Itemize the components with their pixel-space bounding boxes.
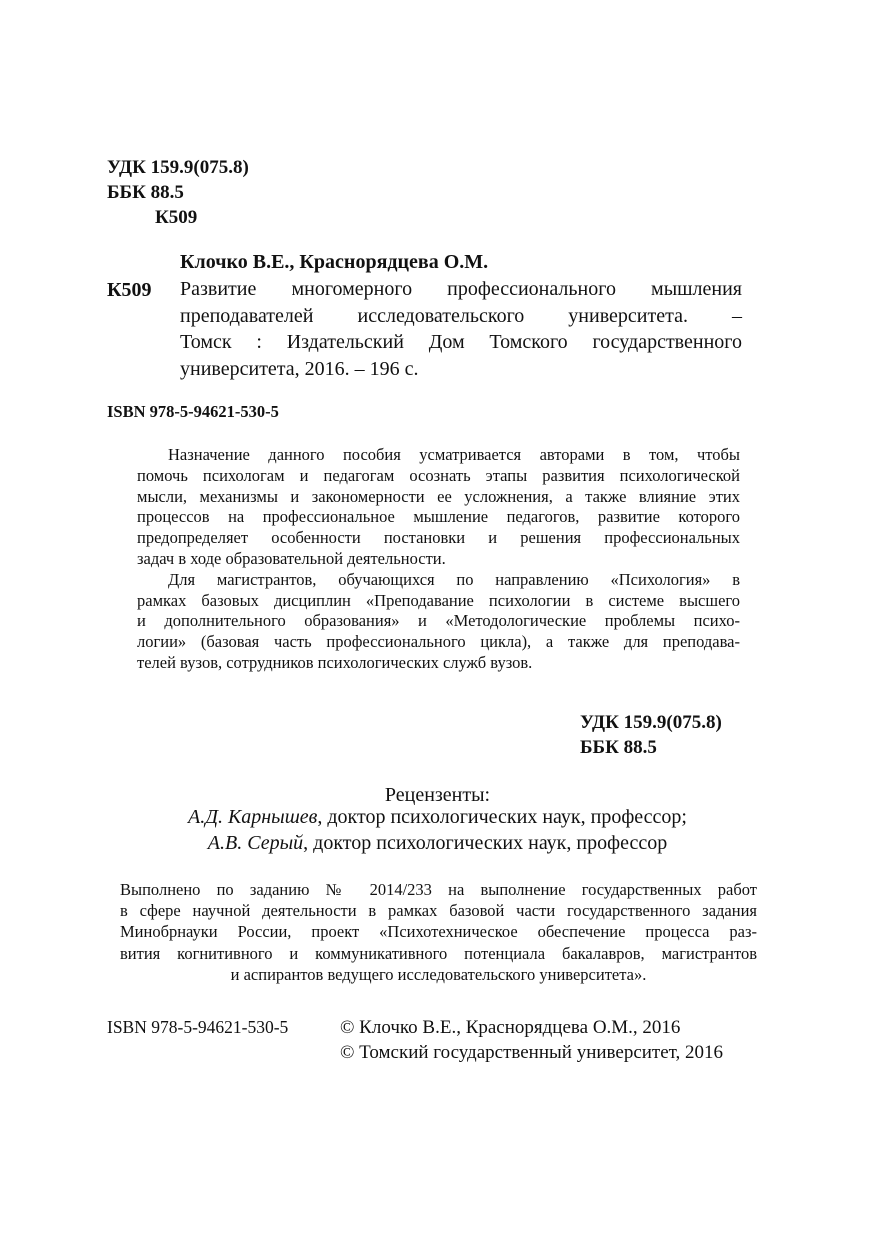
copyright-authors: © Клочко В.Е., Краснорядцева О.М., 2016	[340, 1017, 681, 1038]
annotation-line: Для магистрантов, обучающихся по направлению «Психология» в	[168, 569, 740, 589]
grant-line: Выполнено по заданию № 2014/233 на выполнение государственных работ	[120, 880, 757, 899]
reviewer-1-desc: , доктор психологических наук, профессор;	[317, 806, 687, 828]
udk-code: УДК 159.9(075.8)	[107, 157, 249, 178]
annotation-line: телей вузов, сотрудников психологических служб вузов.	[137, 652, 533, 672]
classification-block	[107, 155, 249, 230]
bib-line: университета, 2016. – 196 с.	[180, 357, 419, 380]
reviewer-2-desc: , доктор психологических наук, профессор	[303, 832, 668, 854]
reviewer-2	[0, 832, 875, 855]
udk-code-right: УДК 159.9(075.8)	[580, 712, 722, 733]
author-cipher: К509	[155, 207, 198, 228]
annotation-line: задач в ходе образовательной деятельности.	[137, 548, 446, 568]
annotation-line: помочь психологам и педагогам осознать этапы развития психологической	[137, 465, 740, 485]
grant-line: вития когнитивного и коммуникативного потенциала бакалавров, магистрантов	[120, 943, 757, 963]
bib-line: Развитие многомерного профессионального мышления	[180, 278, 742, 300]
annotation-line: и дополнительного образования» и «Методологические проблемы психо-	[137, 611, 740, 631]
isbn-footer: ISBN 978-5-94621-530-5	[107, 1017, 289, 1037]
annotation	[137, 445, 740, 674]
grant-line: и аспирантов ведущего исследовательского университета».	[230, 964, 647, 984]
bib-line: Томск : Издательский Дом Томского государственного	[180, 331, 742, 353]
reviewer-1-name: А.Д. Карнышев	[188, 806, 318, 828]
bibliographic-description	[180, 276, 742, 382]
annotation-line: логии» (базовая часть профессионального цикла), а также для преподава-	[137, 632, 740, 652]
reviewers-title: Рецензенты:	[384, 784, 491, 806]
bbk-code-right: ББК 88.5	[580, 737, 657, 758]
annotation-line: предопределяет особенности постановки и решения профессиональных	[137, 528, 740, 548]
grant-line: в сфере научной деятельности в рамках базовой части государственного задания	[120, 901, 757, 921]
isbn-bold: ISBN 978-5-94621-530-5	[107, 402, 279, 421]
grant-note	[120, 879, 757, 985]
annotation-line: Назначение данного пособия усматривается авторами в том, чтобы	[168, 445, 740, 464]
entry-cipher: К509	[107, 279, 152, 301]
bbk-code: ББК 88.5	[107, 182, 184, 203]
annotation-line: рамках базовых дисциплин «Преподавание психологии в системе высшего	[137, 590, 740, 610]
annotation-line: процессов на профессиональное мышление педагогов, развитие которого	[137, 507, 740, 527]
bib-line: преподавателей исследовательского университета. –	[180, 304, 742, 327]
copyright-university: © Томский государственный университет, 2016	[340, 1042, 724, 1063]
grant-line: Минобрнауки России, проект «Психотехническое обеспечение процесса раз-	[120, 922, 757, 942]
authors-heading: Клочко В.Е., Краснорядцева О.М.	[180, 251, 489, 273]
annotation-line: мысли, механизмы и закономерности ее усложнения, а также влияние этих	[137, 486, 740, 506]
classification-block-right	[580, 710, 722, 760]
reviewer-2-name: А.В. Серый	[207, 832, 304, 854]
reviewer-1	[0, 806, 875, 829]
